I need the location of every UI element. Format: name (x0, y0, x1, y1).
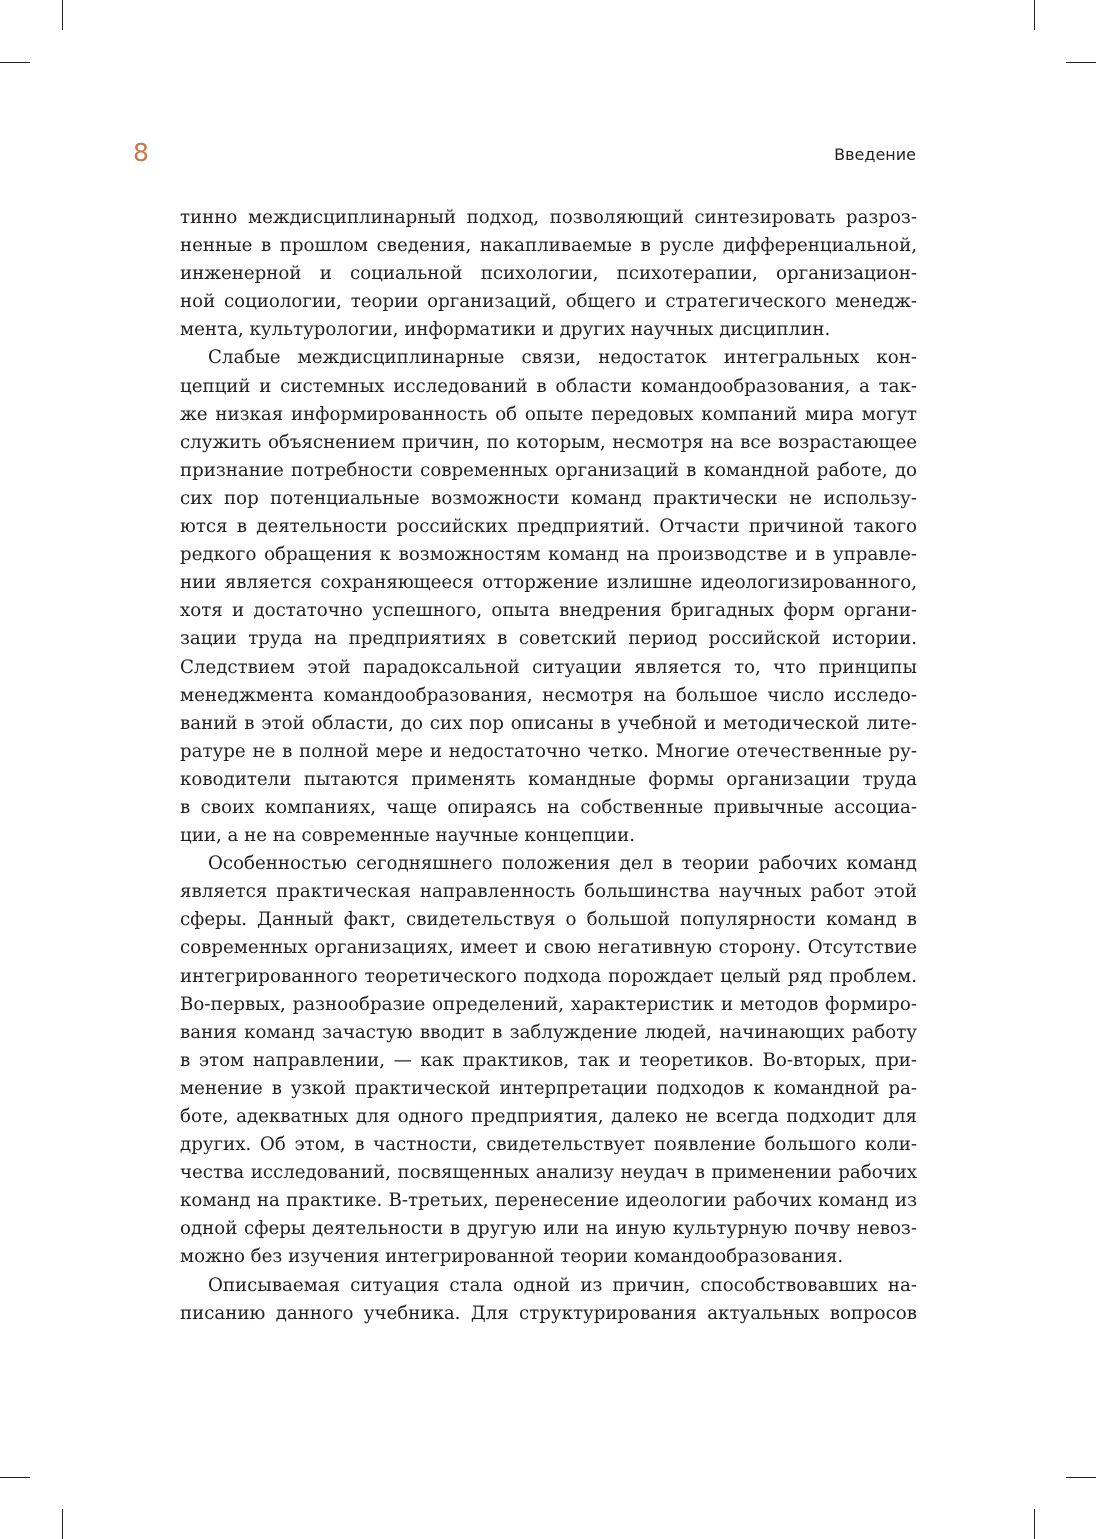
text-line: боте, адекватных для одного предприятия, далеко не всегда подходит для (180, 1106, 917, 1127)
text-line: менение в узкой практической интерпретации подходов к командной ра- (180, 1077, 917, 1099)
running-title: Введение (834, 145, 916, 164)
page-number: 8 (133, 138, 149, 167)
text-line: зации труда на предприятиях в советский период российской истории. (180, 628, 917, 650)
text-line: современных организациях, имеет и свою негативную сторону. Отсутствие (180, 937, 917, 959)
text-line: же низкая информированность об опыте передовых компаний мира могут (180, 403, 917, 425)
crop-mark-bottom-right-horizontal (1066, 1477, 1096, 1478)
text-line: является практическая направленность большинства научных работ этой (180, 881, 917, 903)
text-line: ются в деятельности российских предприятий. Отчасти причиной такого (180, 516, 917, 538)
text-line: Во-первых, разнообразие определений, характеристик и методов формиро- (180, 993, 917, 1015)
text-line: цепций и системных исследований в области командообразования, а так- (180, 375, 917, 397)
text-line: сих пор потенциальные возможности команд практически не использу- (180, 487, 917, 509)
text-line: ратуре не в полной мере и недостаточно четко. Многие отечественные ру- (180, 740, 917, 762)
text-line: писанию данного учебника. Для структурирования актуальных вопросов (180, 1302, 917, 1324)
text-line: сферы. Данный факт, свидетельствуя о большой популярности команд в (180, 909, 917, 931)
paragraph-4 (180, 1272, 917, 1328)
crop-mark-top-left-vertical (62, 0, 63, 30)
paragraph-1 (180, 204, 917, 344)
text-line: других. Об этом, в частности, свидетельствует появление большого коли- (180, 1134, 917, 1156)
crop-mark-top-left-horizontal (0, 62, 30, 63)
text-line: в этом направлении, — как практиков, так и теоретиков. Во-вторых, при- (180, 1049, 917, 1071)
text-line: мента, культурологии, информатики и других научных дисциплин. (180, 319, 831, 341)
text-line: чества исследований, посвященных анализу неудач в применении рабочих (180, 1162, 917, 1184)
text-line: инженерной и социальной психологии, психотерапии, организацион- (180, 263, 917, 285)
text-line: в своих компаниях, чаще опираясь на собственные привычные ассоциа- (180, 796, 917, 818)
crop-mark-bottom-left-horizontal (0, 1477, 30, 1478)
text-line: тинно междисциплинарный подход, позволяющий синтезировать разроз- (180, 207, 917, 228)
text-line: Следствием этой парадоксальной ситуации является то, что принципы (180, 656, 917, 678)
text-line: интегрированного теоретического подхода порождает целый ряд проблем. (180, 965, 917, 987)
text-line: признание потребности современных организаций в командной работе, до (180, 459, 917, 481)
text-line: можно без изучения интегрированной теории командообразования. (180, 1246, 844, 1268)
body-text (180, 204, 917, 1328)
text-line: ной социологии, теории организаций, общего и стратегического менедж- (180, 291, 917, 313)
text-line: ции, а не на современные научные концепции. (180, 825, 636, 847)
paragraph-3 (180, 850, 917, 1271)
text-line: команд на практике. В-третьих, перенесение идеологии рабочих команд из (180, 1190, 917, 1212)
crop-mark-top-right-vertical (1034, 0, 1035, 30)
text-line: ководители пытаются применять командные формы организации труда (180, 768, 917, 790)
text-line: редкого обращения к возможностям команд на производстве и в управле- (180, 544, 917, 566)
text-line: служить объяснением причин, по которым, несмотря на все возрастающее (180, 431, 917, 453)
text-line: ваний в этой области, до сих пор описаны в учебной и методической лите- (180, 712, 917, 734)
text-line: хотя и достаточно успешного, опыта внедрения бригадных форм органи- (180, 600, 917, 622)
crop-mark-bottom-right-vertical (1034, 1509, 1035, 1539)
text-line: вания команд зачастую вводит в заблуждение людей, начинающих работу (180, 1021, 917, 1043)
text-line: Особенностью сегодняшнего положения дел в теории рабочих команд (208, 853, 917, 875)
text-line: ненные в прошлом сведения, накапливаемые в русле дифференциальной, (180, 235, 917, 257)
paragraph-2 (180, 344, 917, 850)
text-line: нии является сохраняющееся отторжение излишне идеологизированного, (180, 572, 917, 594)
text-line: Описываемая ситуация стала одной из причин, способствовавших на- (208, 1274, 917, 1296)
text-line: Слабые междисциплинарные связи, недостаток интегральных кон- (208, 347, 917, 369)
crop-mark-bottom-left-vertical (62, 1509, 63, 1539)
crop-mark-top-right-horizontal (1066, 62, 1096, 63)
text-line: менеджмента командообразования, несмотря на большое число исследо- (180, 684, 917, 706)
text-line: одной сферы деятельности в другую или на иную культурную почву невоз- (180, 1218, 917, 1240)
